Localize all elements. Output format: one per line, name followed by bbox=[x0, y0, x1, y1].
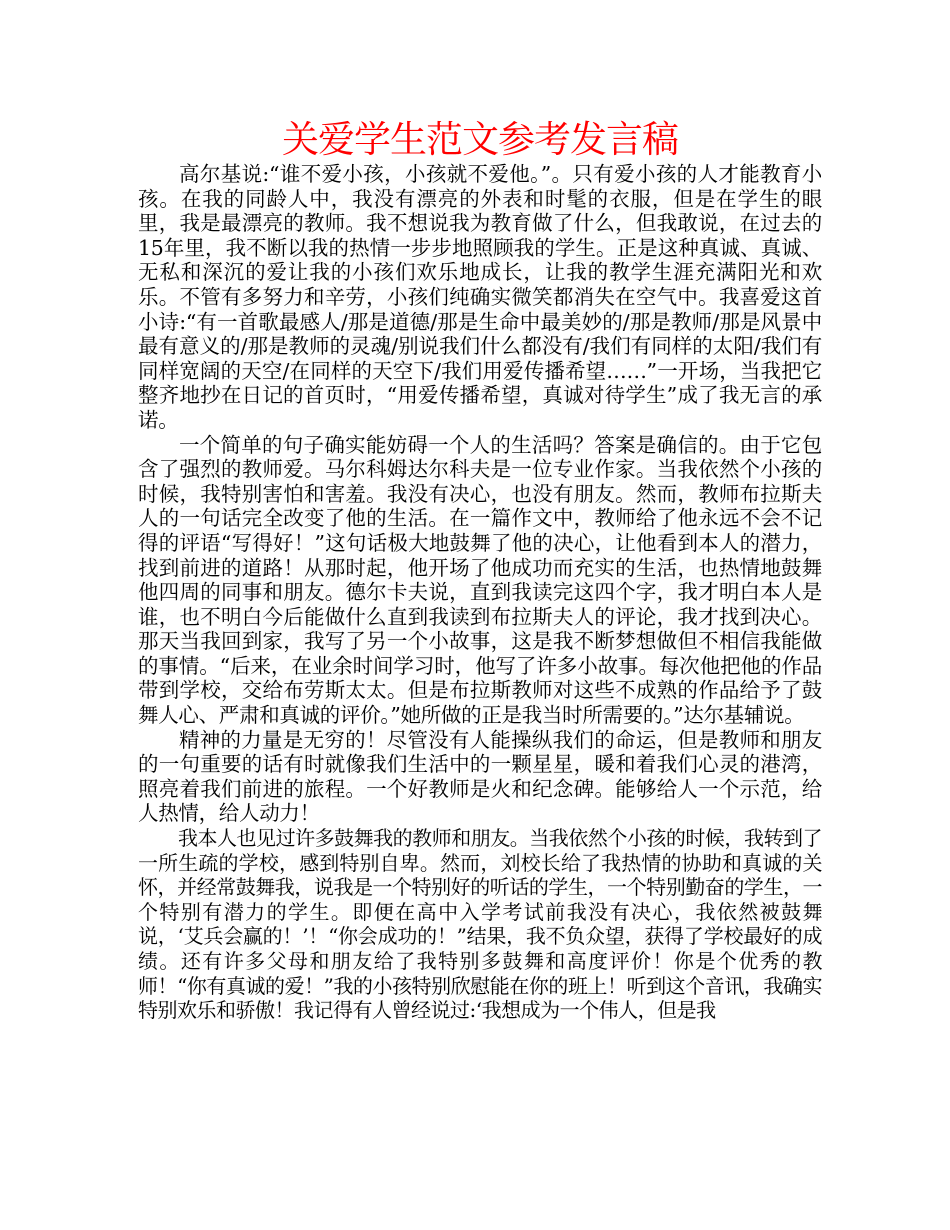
document-title: 关爱学生范文参考发言稿 bbox=[282, 118, 678, 161]
paragraph-3: 精神的力量是无穷的！尽管没有人能操纵我们的命运，但是教师和朋友的一句重要的话有时就像我们生活中的一颗星星，暖和着我们心灵的港湾，照亮着我们前进的旅程。一个好教师是火和纪念碑。能够给人一个示范，给人热情，给人动力！ bbox=[138, 727, 822, 826]
paragraph-4: 我本人也见过许多鼓舞我的教师和朋友。当我依然个小孩的时候，我转到了一所生疏的学校，感到特别自卑。然而，刘校长给了我热情的协助和真诚的关怀，并经常鼓舞我，说我是一个特别好的听话的学生，一个特别勤奋的学生，一个特别有潜力的学生。即便在高中入学考试前我没有决心，我依然被鼓舞说，‘艾兵会赢的！’！“你会成功的！”结果，我不负众望，获得了学校最好的成绩。还有许多父母和朋友给了我特别多鼓舞和高度评价！你是个优秀的教师！“你有真诚的爱！”我的小孩特别欣慰能在你的班上！听到这个音讯，我确实特别欢乐和骄傲！我记得有人曾经说过:‘我想成为一个伟人，但是我 bbox=[138, 826, 822, 1023]
document-page bbox=[138, 118, 822, 1198]
paragraph-1: 高尔基说:“谁不爱小孩，小孩就不爱他。”。只有爱小孩的人才能教育小孩。在我的同龄人中，我没有漂亮的外表和时髦的衣服，但是在学生的眼里，我是最漂亮的教师。我不想说我为教育做了什么，但我敢说，在过去的15年里，我不断以我的热情一步步地照顾我的学生。正是这种真诚、真诚、无私和深沉的爱让我的小孩们欢乐地成长，让我的教学生涯充满阳光和欢乐。不管有多努力和辛劳，小孩们纯确实微笑都消失在空气中。我喜爱这首小诗:“有一首歌最感人/那是道德/那是生命中最美妙的/那是教师/那是风景中最有意义的/那是教师的灵魂/别说我们什么都没有/我们有同样的太阳/我们有同样宽阔的天空/在同样的天空下/我们用爱传播希望……”一开场，当我把它整齐地抄在日记的首页时，“用爱传播希望，真诚对待学生”成了我无言的承诺。 bbox=[138, 162, 822, 432]
paragraph-2: 一个简单的句子确实能妨碍一个人的生活吗？答案是确信的。由于它包含了强烈的教师爱。马尔科姆达尔科夫是一位专业作家。当我依然个小孩的时候，我特别害怕和害羞。我没有决心，也没有朋友。然而，教师布拉斯夫人的一句话完全改变了他的生活。在一篇作文中，教师给了他永远不会不记得的评语“写得好！”这句话极大地鼓舞了他的决心，让他看到本人的潜力，找到前进的道路！从那时起，他开场了他成功而充实的生活，也热情地鼓舞他四周的同事和朋友。德尔卡夫说，直到我读完这四个字，我才明白本人是谁，也不明白今后能做什么直到我读到布拉斯夫人的评论，我才找到决心。那天当我回到家，我写了另一个小故事，这是我不断梦想做但不相信我能做的事情。“后来，在业余时间学习时，他写了许多小故事。每次他把他的作品带到学校，交给布劳斯太太。但是布拉斯教师对这些不成熟的作品给予了鼓舞人心、严肃和真诚的评价。”她所做的正是我当时所需要的。”达尔基辅说。 bbox=[138, 432, 822, 728]
